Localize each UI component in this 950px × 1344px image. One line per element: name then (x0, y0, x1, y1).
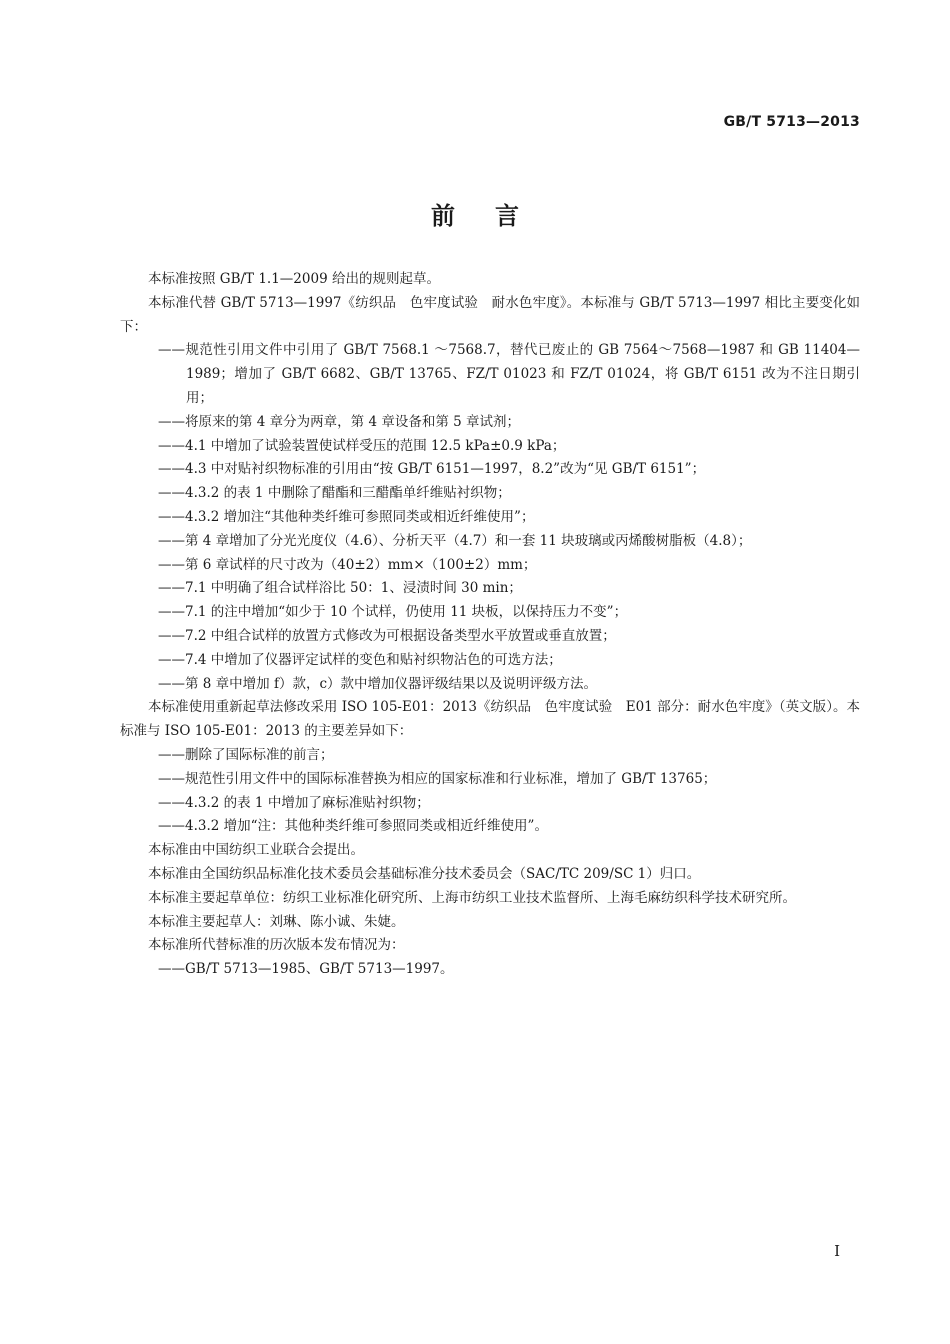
list-item: ——7.1 的注中增加“如少于 10 个试样，仍使用 11 块板，以保持压力不变”； (158, 604, 628, 621)
list-item: ——4.3 中对贴衬织物标准的引用由“按 GB/T 6151—1997，8.2”改为“见 GB/T 6151”； (158, 461, 706, 478)
list-item: ——第 8 章中增加 f）款，c）款中增加仪器评级结果以及说明评级方法。 (158, 675, 598, 692)
page-title: 前言 (431, 202, 559, 230)
preface-body (120, 268, 860, 982)
paragraph: 本标准由全国纺织品标准化技术委员会基础标准分技术委员会（SAC/TC 209/SC 1）归口。 (148, 865, 701, 882)
list-item: ——4.3.2 增加注“其他种类纤维可参照同类或相近纤维使用”； (158, 508, 535, 525)
list-item: ——7.1 中明确了组合试样浴比 50：1、浸渍时间 30 min； (158, 580, 522, 597)
list-item: ——删除了国际标准的前言； (158, 746, 334, 763)
paragraph: 本标准代替 GB/T 5713—1997《纺织品 色牢度试验 耐水色牢度》。本标准与 GB/T 5713—1997 相比主要变化如下： (120, 294, 860, 335)
list-item: ——第 6 章试样的尺寸改为（40±2）mm×（100±2）mm； (158, 556, 537, 573)
paragraph: 本标准主要起草单位：纺织工业标准化研究所、上海市纺织工业技术监督所、上海毛麻纺织科学技术研究所。 (148, 889, 796, 906)
list-item: ——将原来的第 4 章分为两章，第 4 章设备和第 5 章试剂； (158, 413, 521, 430)
list-item: ——规范性引用文件中的国际标准替换为相应的国家标准和行业标准，增加了 GB/T 13765； (158, 770, 717, 787)
list-item: ——7.4 中增加了仪器评定试样的变色和贴衬织物沾色的可选方法； (158, 651, 562, 668)
list-item: ——4.3.2 的表 1 中删除了醋酯和三醋酯单纤维贴衬织物； (158, 485, 511, 502)
list-item: ——规范性引用文件中引用了 GB/T 7568.1 ～7568.7，替代已废止的 GB 7564～7568—1987 和 GB 11404—1989；增加了 GB/T 6682、GB/T 13765、FZ/T 01023 和 FZ/T 01024，将 GB/T 6151 改为不注日期引用； (158, 342, 860, 406)
list-item: ——4.3.2 增加“注：其他种类纤维可参照同类或相近纤维使用”。 (158, 818, 548, 835)
list-item: ——第 4 章增加了分光光度仪（4.6）、分析天平（4.7）和一套 11 块玻璃或丙烯酸树脂板（4.8）； (158, 532, 752, 549)
list-item: ——7.2 中组合试样的放置方式修改为可根据设备类型水平放置或垂直放置； (158, 627, 616, 644)
paragraph: 本标准主要起草人：刘琳、陈小诚、朱婕。 (148, 913, 405, 930)
paragraph: 本标准按照 GB/T 1.1—2009 给出的规则起草。 (148, 271, 440, 287)
standard-number: GB/T 5713—2013 (723, 114, 860, 130)
list-item: ——4.3.2 的表 1 中增加了麻标准贴衬织物； (158, 794, 430, 811)
paragraph: 本标准使用重新起草法修改采用 ISO 105-E01：2013《纺织品 色牢度试验 E01 部分：耐水色牢度》（英文版）。本标准与 ISO 105-E01：2013 的主要差异如下： (120, 699, 860, 740)
page-number: I (834, 1242, 840, 1260)
list-item: ——GB/T 5713—1985、GB/T 5713—1997。 (158, 961, 454, 978)
paragraph: 本标准所代替标准的历次版本发布情况为： (148, 937, 405, 954)
list-item: ——4.1 中增加了试验装置使试样受压的范围 12.5 kPa±0.9 kPa； (158, 437, 566, 454)
paragraph: 本标准由中国纺织工业联合会提出。 (148, 842, 364, 859)
